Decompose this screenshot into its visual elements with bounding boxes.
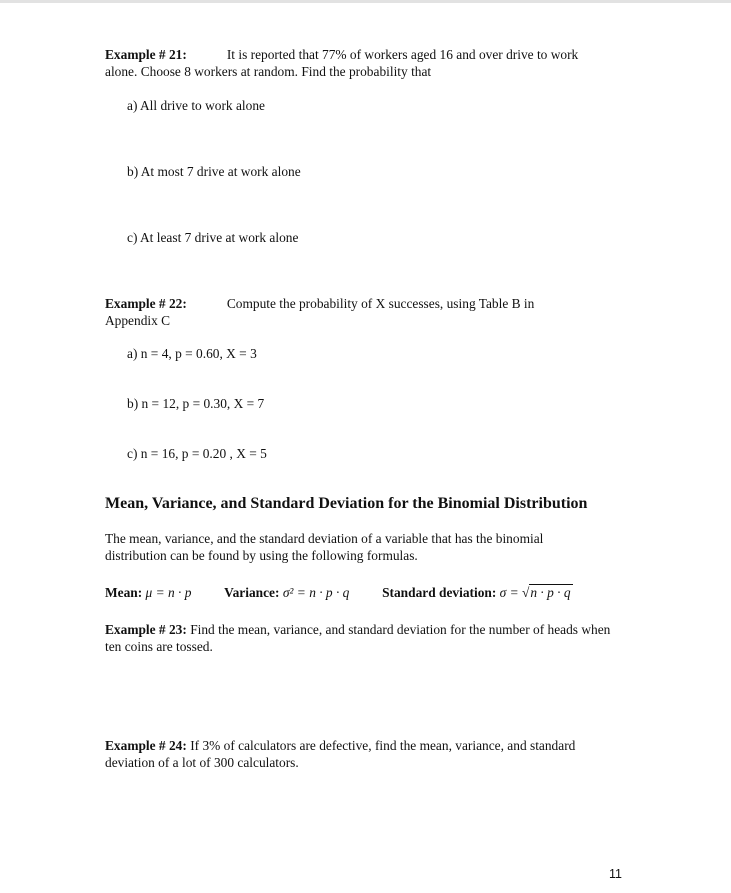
section-heading: Mean, Variance, and Standard Deviation for the Binomial Distribution [105,495,588,512]
example-21-line-1 [105,47,625,64]
example-23 [105,622,625,655]
example-22 [105,296,625,329]
example-22-text-1: Compute the probability of X successes, using Table B in [226,296,535,311]
example-24 [105,738,625,771]
variance-label: Variance: [224,585,280,600]
sd-formula-lhs: σ = √ [499,585,530,600]
example-24-label: Example # 24: [105,738,187,753]
page-top-border [0,0,731,3]
variance-formula-rhs: n · p · q [309,585,350,600]
example-23-text: Find the mean, variance, and standard deviation for the number of heads when ten coins are tossed. [105,622,611,654]
example-22-item-a: a) n = 4, p = 0.60, X = 3 [127,346,257,361]
example-21-item-c: c) At least 7 drive at work alone [127,230,299,245]
example-22-text-2: Appendix C [105,312,171,328]
section-intro: The mean, variance, and the standard deviation of a variable that has the binomial distribution can be found by using the following formulas. [105,531,544,563]
formula-row [105,585,573,602]
example-21-label: Example # 21: [105,47,187,62]
sd-formula-radicand: n · p · q [530,585,571,600]
page-number: 11 [609,867,622,881]
example-22-item-c: c) n = 16, p = 0.20 , X = 5 [127,446,267,461]
example-22-line-1 [105,296,625,313]
mean-formula: μ = n · p [145,585,192,600]
sd-label: Standard deviation: [382,585,497,600]
example-21-item-b: b) At most 7 drive at work alone [127,164,301,179]
example-21-item-a: a) All drive to work alone [127,98,265,113]
example-24-text: If 3% of calculators are defective, find the mean, variance, and standard deviation of a lot of 300 calculators. [105,738,576,770]
variance-formula-lhs: σ² = [282,585,306,600]
mean-label: Mean: [105,585,143,600]
example-21 [105,47,625,80]
example-21-text-2: alone. Choose 8 workers at random. Find the probability that [105,63,432,79]
example-22-item-b: b) n = 12, p = 0.30, X = 7 [127,396,265,411]
example-22-label: Example # 22: [105,296,187,311]
example-23-label: Example # 23: [105,622,187,637]
example-21-text-1: It is reported that 77% of workers aged 16 and over drive to work [226,47,579,62]
